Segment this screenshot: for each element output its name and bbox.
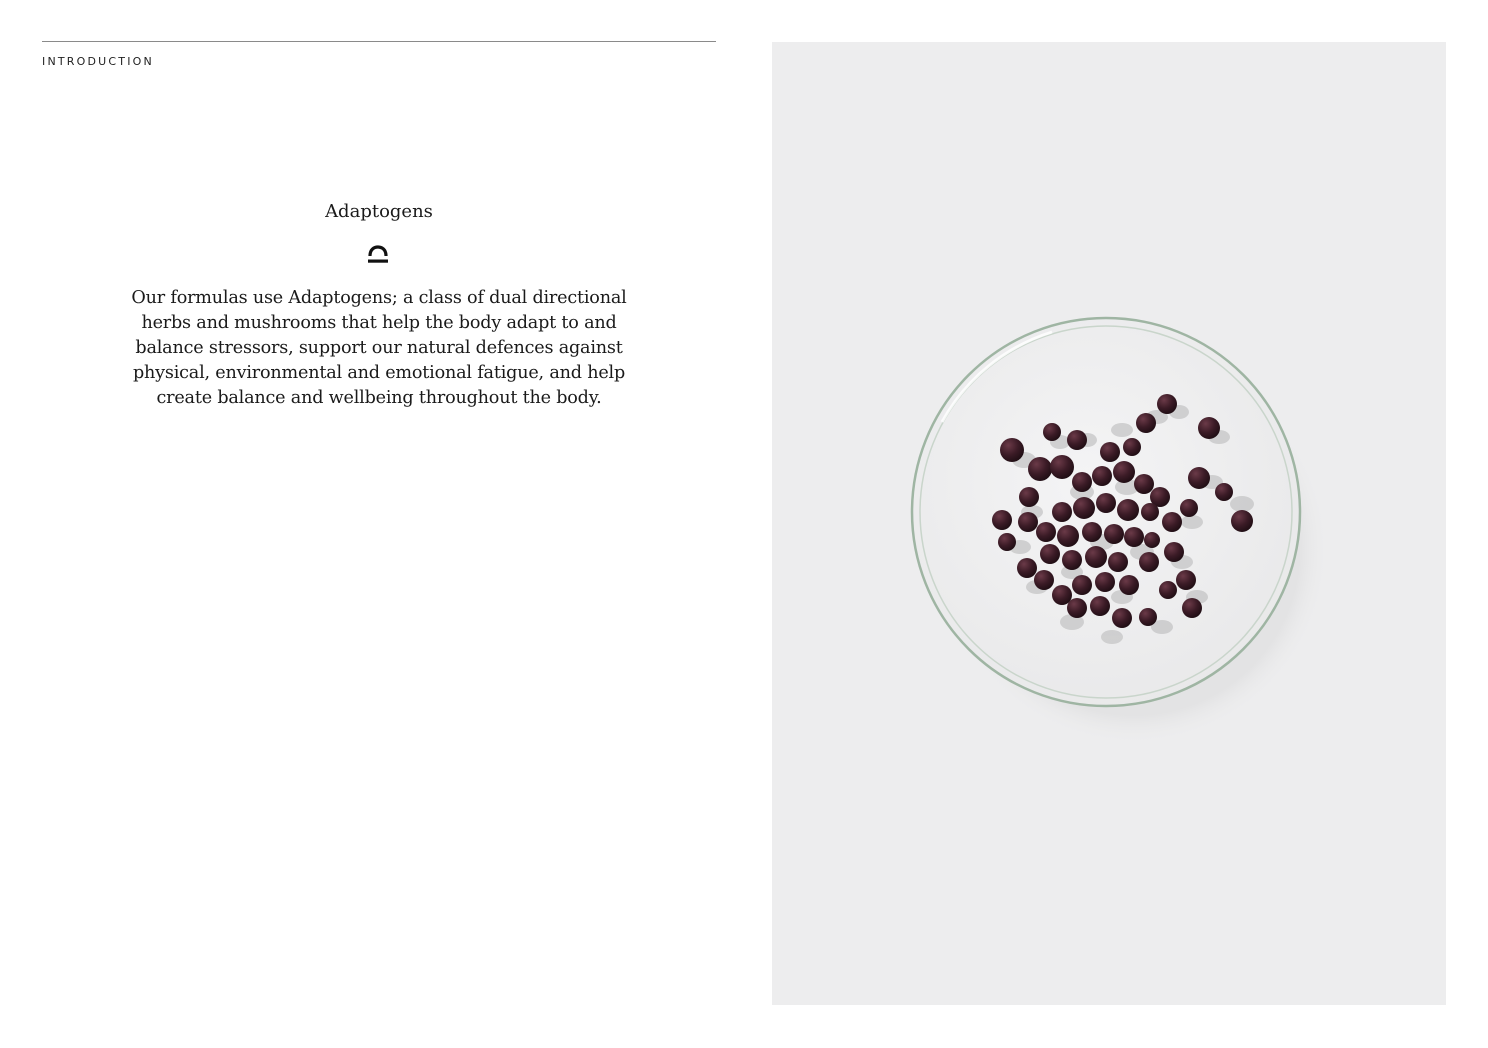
top-rule bbox=[42, 41, 716, 42]
arch-glyph-icon bbox=[366, 240, 390, 264]
product-photo bbox=[772, 42, 1446, 1005]
section-label: INTRODUCTION bbox=[42, 55, 154, 68]
intro-paragraph: Our formulas use Adaptogens; a class of dual directional herbs and mushrooms that help the body adapt to and balance stressors, support our natural defences against physical, environmental and emotional fatigue, and help create balance and wellbeing throughout the body. bbox=[131, 288, 627, 408]
petri-dish-illustration bbox=[772, 42, 1446, 1005]
section-heading: Adaptogens bbox=[325, 201, 433, 222]
